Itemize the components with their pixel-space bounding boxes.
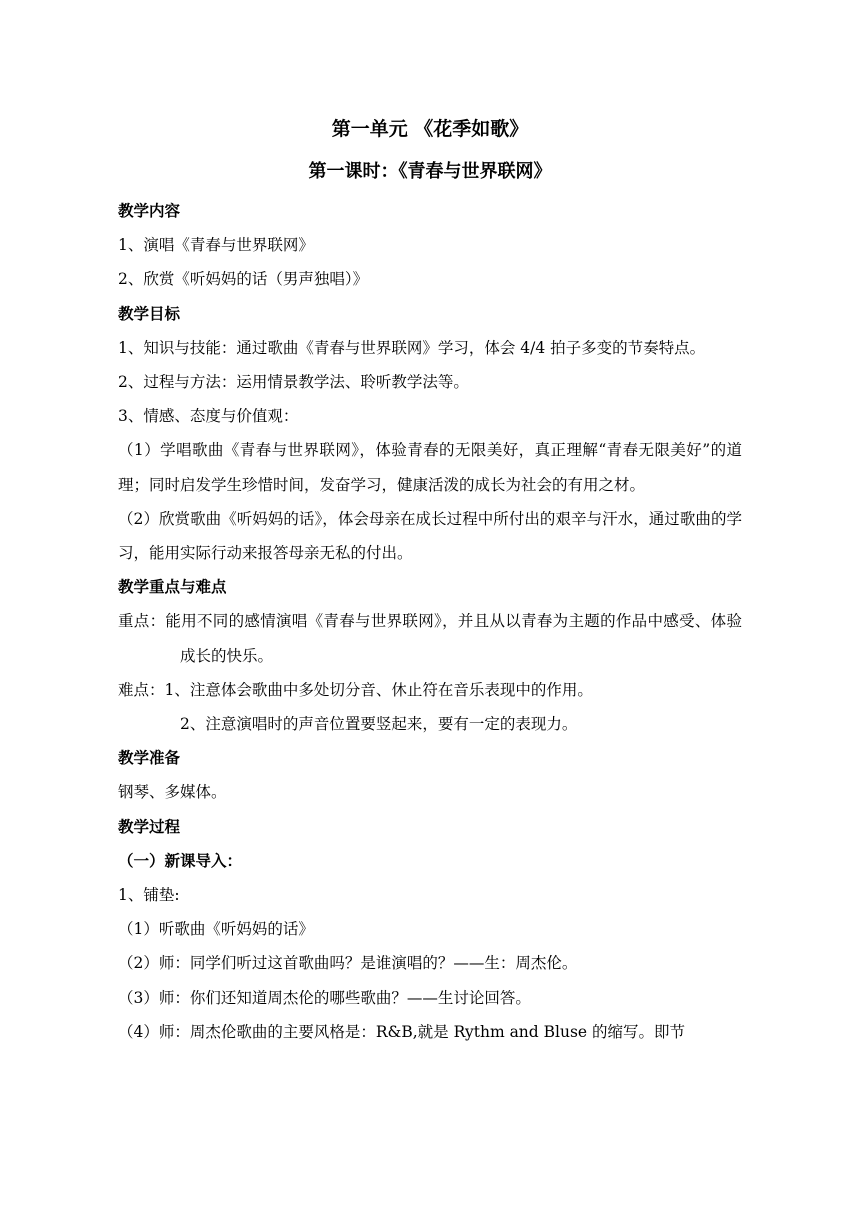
process-section-intro: （一）新课导入： bbox=[118, 850, 243, 870]
process-step-1: 1、铺垫: bbox=[118, 886, 180, 905]
process-item-4: （4）师：周杰伦歌曲的主要风格是：R&B,就是 Rythm and Bluse 的缩写。即节 bbox=[118, 1022, 686, 1041]
goal-attitude: 3、情感、态度与价值观： bbox=[118, 407, 299, 426]
unit-title: 第一单元 《花季如歌》 bbox=[331, 118, 529, 140]
key-focus: 重点：能用不同的感情演唱《青春与世界联网》，并且从以青春为主题的作品中感受、体验成长的快乐。 bbox=[118, 612, 742, 665]
goal-process: 2、过程与方法：运用情景教学法、聆听教学法等。 bbox=[118, 373, 469, 392]
section-heading-keypoints: 教学重点与难点 bbox=[118, 577, 227, 597]
process-item-1: （1）听歌曲《听妈妈的话》 bbox=[118, 920, 314, 939]
key-difficulty-1: 难点：1、注意体会歌曲中多处切分音、休止符在音乐表现中的作用。 bbox=[118, 680, 593, 699]
lesson-title: 第一课时：《青春与世界联网》 bbox=[308, 161, 552, 182]
section-heading-prep: 教学准备 bbox=[118, 748, 181, 768]
goal-knowledge: 1、知识与技能：通过歌曲《青春与世界联网》学习，体会 4/4 拍子多变的节奏特点。 bbox=[118, 338, 706, 357]
key-difficulty-2: 2、注意演唱时的声音位置要竖起来，要有一定的表现力。 bbox=[180, 715, 578, 734]
goal-attitude-1: （1）学唱歌曲《青春与世界联网》，体验青春的无限美好，真正理解“青春无限美好”的道理；同时启发学生珍惜时间，发奋学习，健康活泼的成长为社会的有用之材。 bbox=[118, 441, 742, 494]
content-item-1: 1、演唱《青春与世界联网》 bbox=[118, 236, 314, 255]
process-item-2: （2）师：同学们听过这首歌曲吗？是谁演唱的？——生：周杰伦。 bbox=[118, 954, 578, 973]
content-item-2: 2、欣赏《听妈妈的话（男声独唱）》 bbox=[118, 270, 369, 289]
goal-attitude-2: （2）欣赏歌曲《听妈妈的话》，体会母亲在成长过程中所付出的艰辛与汗水，通过歌曲的学习，能用实际行动来报答母亲无私的付出。 bbox=[118, 509, 742, 563]
section-heading-process: 教学过程 bbox=[118, 816, 181, 836]
section-heading-goals: 教学目标 bbox=[118, 303, 181, 323]
prep-text: 钢琴、多媒体。 bbox=[118, 783, 227, 802]
document-body bbox=[118, 112, 742, 1049]
section-heading-content: 教学内容 bbox=[118, 201, 181, 220]
process-item-3: （3）师：你们还知道周杰伦的哪些歌曲？——生讨论回答。 bbox=[118, 988, 531, 1007]
